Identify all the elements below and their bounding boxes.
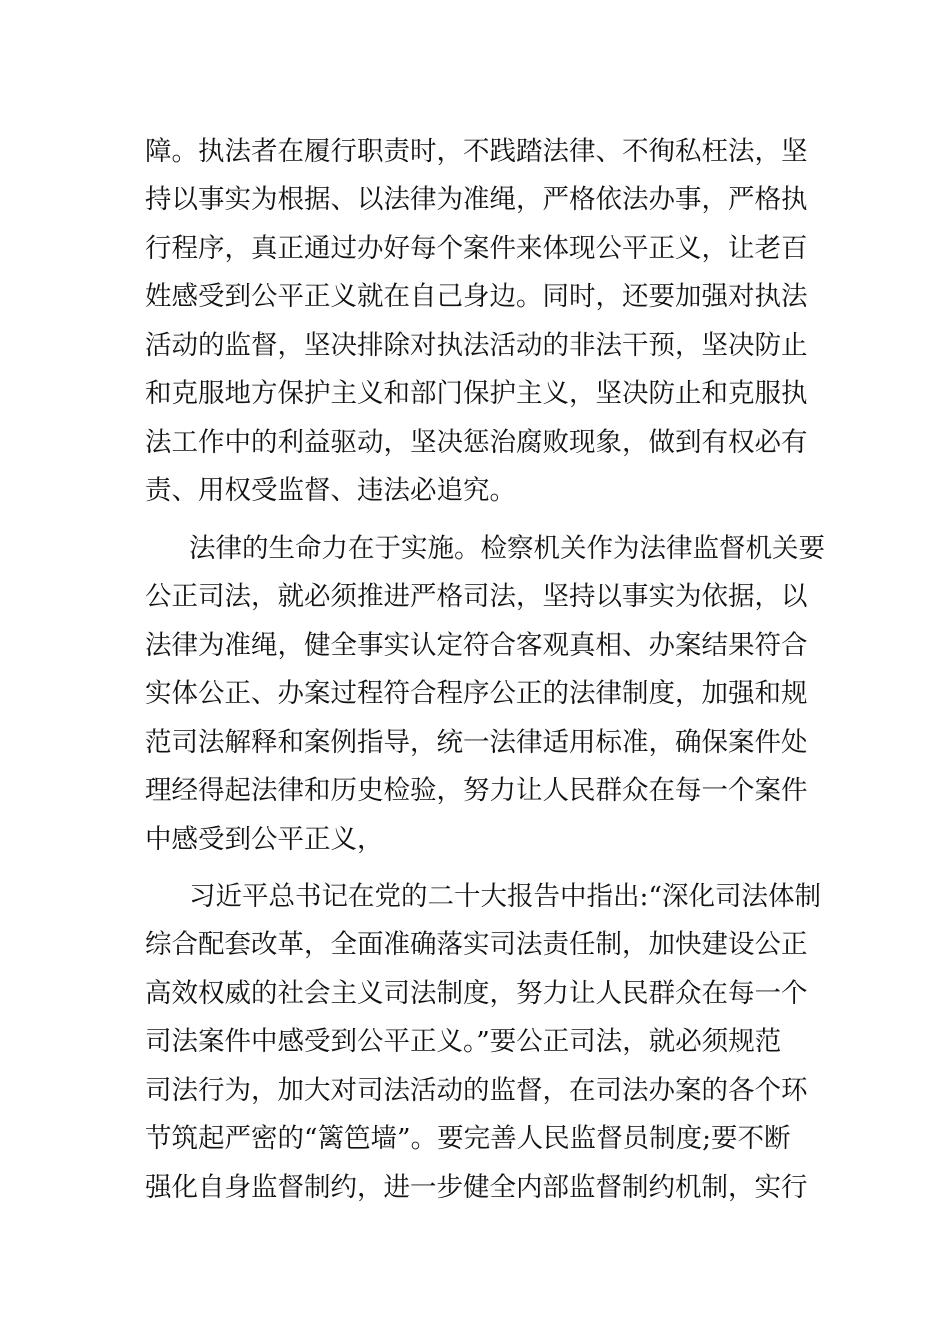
- line-text-7: 法工作中的利益驱动，坚决惩治腐败现象，做到有权必有: [145, 427, 808, 458]
- line-text-6: 和克服地方保护主义和部门保护主义，坚决防止和克服执: [145, 378, 808, 409]
- text-line-14: [0, 766, 950, 816]
- text-line-7: [0, 418, 950, 468]
- line-text-18: 高效权威的社会主义司法制度，努力让人民群众在每一个: [145, 978, 808, 1009]
- line-text-10: 公正司法，就必须推进严格司法，坚持以事实为依据，以: [145, 581, 808, 612]
- line-text-17: 综合配套改革，全面准确落实司法责任制，加快建设公正: [145, 929, 808, 960]
- line-text-11: 法律为准绳，健全事实认定符合客观真相、办案结果符合: [145, 630, 808, 661]
- line-text-21: 节筑起严密的“篱笆墙”。要完善人民监督员制度;要不断: [145, 1123, 791, 1154]
- text-line-11: [0, 621, 950, 671]
- line-text-16: 习近平总书记在党的二十大报告中指出:“深化司法体制: [189, 881, 821, 912]
- text-line-22: [0, 1163, 950, 1213]
- line-text-4: 姓感受到公平正义就在自己身边。同时，还要加强对执法: [145, 281, 808, 312]
- line-text-20: 司法行为，加大对司法活动的监督，在司法办案的各个环: [145, 1075, 808, 1106]
- line-text-2: 持以事实为根据、以法律为准绳，严格依法办事，严格执: [145, 184, 808, 215]
- line-text-5: 活动的监督，坚决排除对执法活动的非法干预，坚决防止: [145, 330, 808, 361]
- line-text-9: 法律的生命力在于实施。检察机关作为法律监督机关要: [189, 533, 825, 564]
- text-line-1: [0, 127, 950, 177]
- line-text-13: 范司法解释和案例指导，统一法律适用标准，确保案件处: [145, 727, 808, 758]
- text-line-19: [0, 1017, 950, 1067]
- line-text-15: 中感受到公平正义，: [145, 824, 384, 855]
- text-line-8: [0, 466, 950, 516]
- text-line-16: [0, 872, 950, 922]
- text-line-6: [0, 369, 950, 419]
- text-line-12: [0, 669, 950, 719]
- line-text-22: 强化自身监督制约，进一步健全内部监督制约机制，实行: [145, 1172, 808, 1203]
- text-line-2: [0, 175, 950, 225]
- line-text-1: 障。执法者在履行职责时，不践踏法律、不徇私枉法，坚: [145, 136, 808, 167]
- text-line-5: [0, 321, 950, 371]
- line-text-19: 司法案件中感受到公平正义。”要公正司法，就必须规范: [145, 1026, 782, 1057]
- text-line-18: [0, 969, 950, 1019]
- text-line-15: [0, 815, 950, 865]
- text-line-20: [0, 1066, 950, 1116]
- text-line-13: [0, 718, 950, 768]
- line-text-14: 理经得起法律和历史检验，努力让人民群众在每一个案件: [145, 775, 808, 806]
- line-text-8: 责、用权受监督、违法必追究。: [145, 475, 516, 506]
- text-line-3: [0, 224, 950, 274]
- line-text-3: 行程序，真正通过办好每个案件来体现公平正义，让老百: [145, 233, 808, 264]
- text-line-4: [0, 272, 950, 322]
- line-text-12: 实体公正、办案过程符合程序公正的法律制度，加强和规: [145, 678, 808, 709]
- text-line-17: [0, 920, 950, 970]
- text-line-9: [0, 524, 950, 574]
- text-line-10: [0, 572, 950, 622]
- text-line-21: [0, 1114, 950, 1164]
